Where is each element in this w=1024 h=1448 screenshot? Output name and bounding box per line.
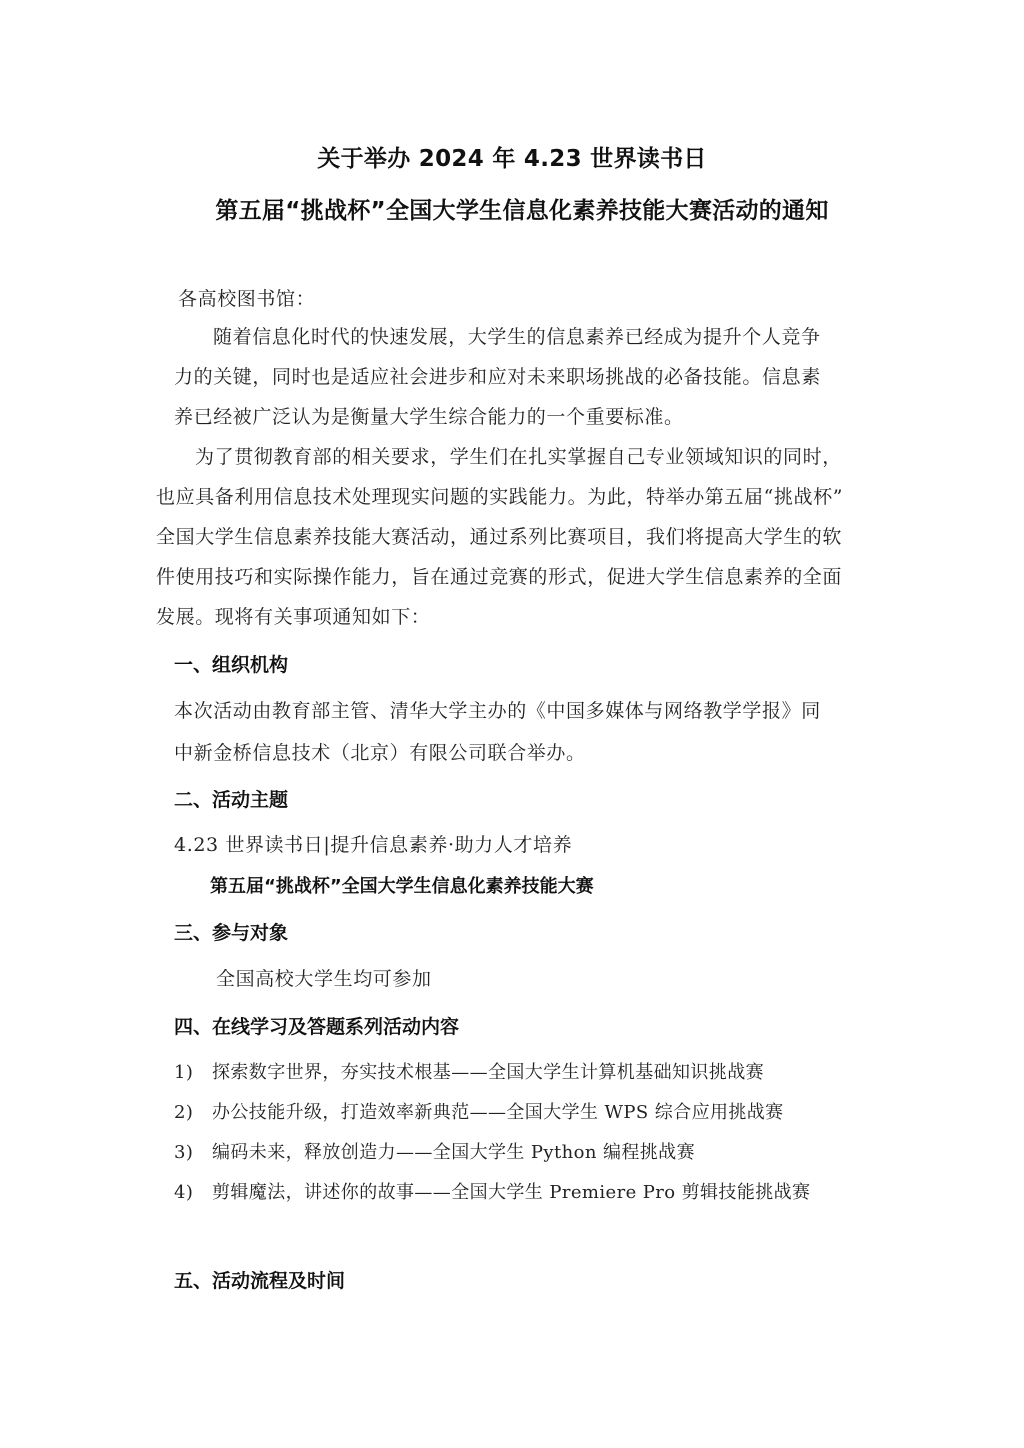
list-item-number: 3) xyxy=(174,1142,194,1163)
list-item xyxy=(174,1098,784,1124)
list-item xyxy=(174,1138,695,1164)
section-heading-organization: 一、组织机构 xyxy=(174,654,289,676)
intro-line: 养已经被广泛认为是衡量大学生综合能力的一个重要标准。 xyxy=(174,406,684,428)
theme-line: 4.23 世界读书日|提升信息素养·助力人才培养 xyxy=(174,834,573,856)
section-heading-schedule: 五、活动流程及时间 xyxy=(174,1270,346,1292)
purpose-line: 发展。现将有关事项通知如下： xyxy=(156,606,431,628)
salutation: 各高校图书馆： xyxy=(178,288,316,310)
list-item-text: 剪辑魔法，讲述你的故事——全国大学生 Premiere Pro 剪辑技能挑战赛 xyxy=(212,1182,811,1203)
list-item-number: 1) xyxy=(174,1062,194,1083)
purpose-line: 件使用技巧和实际操作能力，旨在通过竞赛的形式，促进大学生信息素养的全面 xyxy=(156,566,843,588)
section-heading-activities: 四、在线学习及答题系列活动内容 xyxy=(174,1016,460,1038)
purpose-line: 为了贯彻教育部的相关要求，学生们在扎实掌握自己专业领域知识的同时， xyxy=(195,446,842,468)
organization-line: 中新金桥信息技术（北京）有限公司联合举办。 xyxy=(174,742,586,764)
list-item-number: 4) xyxy=(174,1182,194,1203)
participants-line: 全国高校大学生均可参加 xyxy=(216,968,432,990)
intro-line: 力的关键，同时也是适应社会进步和应对未来职场挑战的必备技能。信息素 xyxy=(174,366,821,388)
theme-line-contest-name: 第五届“挑战杯”全国大学生信息化素养技能大赛 xyxy=(210,876,594,897)
document-title-line2: 第五届“挑战杯”全国大学生信息化素养技能大赛活动的通知 xyxy=(215,198,829,224)
document-title-line1: 关于举办 2024 年 4.23 世界读书日 xyxy=(317,146,707,172)
organization-line: 本次活动由教育部主管、清华大学主办的《中国多媒体与网络教学学报》同 xyxy=(174,700,821,722)
section-heading-participants: 三、参与对象 xyxy=(174,922,289,944)
purpose-line: 也应具备利用信息技术处理现实问题的实践能力。为此，特举办第五届“挑战杯” xyxy=(156,486,844,508)
list-item-text: 编码未来，释放创造力——全国大学生 Python 编程挑战赛 xyxy=(212,1142,695,1163)
list-item-number: 2) xyxy=(174,1102,194,1123)
intro-line: 随着信息化时代的快速发展，大学生的信息素养已经成为提升个人竞争 xyxy=(213,326,821,348)
list-item xyxy=(174,1058,764,1084)
list-item-text: 探索数字世界，夯实技术根基——全国大学生计算机基础知识挑战赛 xyxy=(212,1062,764,1083)
purpose-line: 全国大学生信息素养技能大赛活动，通过系列比赛项目，我们将提高大学生的软 xyxy=(156,526,843,548)
list-item xyxy=(174,1178,810,1204)
section-heading-theme: 二、活动主题 xyxy=(174,789,289,811)
list-item-text: 办公技能升级，打造效率新典范——全国大学生 WPS 综合应用挑战赛 xyxy=(212,1102,784,1123)
